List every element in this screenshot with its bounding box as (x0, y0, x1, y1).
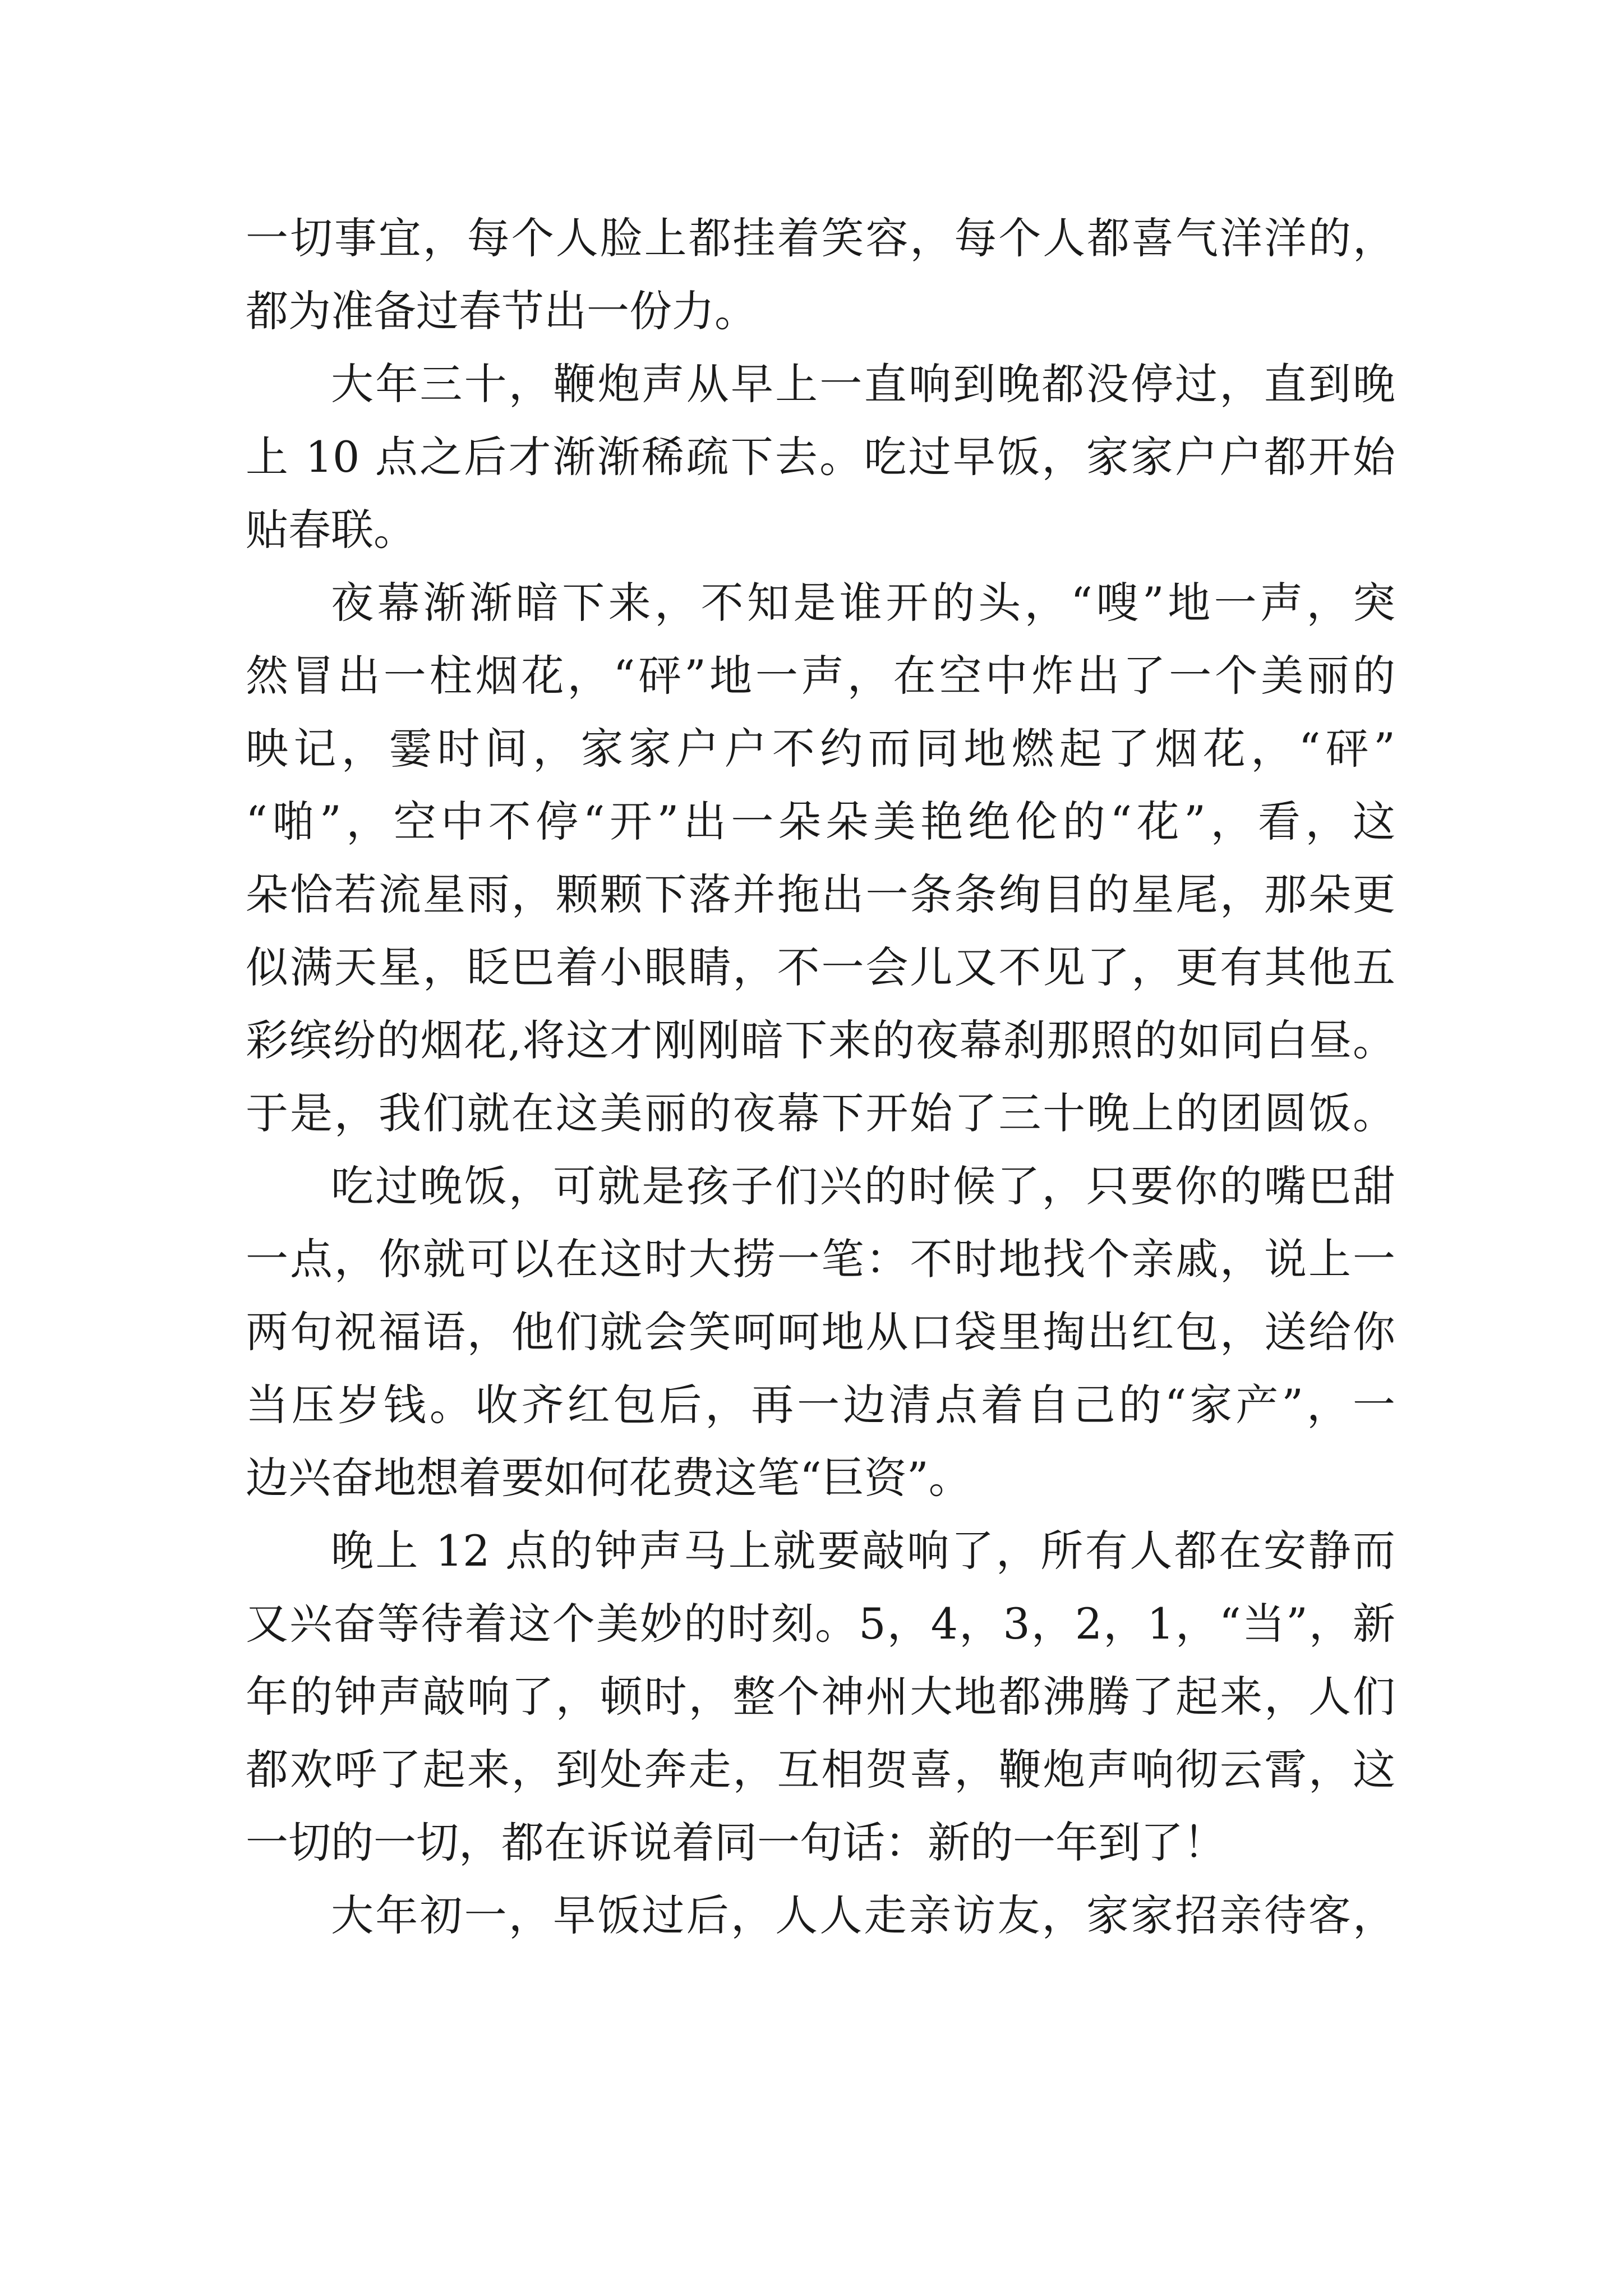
text-line: 一切的一切，都在诉说着同一句话：新的一年到了！ (246, 1818, 1226, 1867)
paragraph (246, 1150, 1395, 1515)
text-line: 两句祝福语，他们就会笑呵呵地从口袋里掏出红包，送给你 (246, 1307, 1395, 1357)
text-line: 贴春联。 (246, 505, 416, 555)
text-line: 彩缤纷的烟花,将这才刚刚暗下来的夜幕刹那照的如同白昼。 (246, 1015, 1395, 1065)
text-line: 一切事宜，每个人脸上都挂着笑容，每个人都喜气洋洋的， (246, 213, 1395, 263)
text-line: 于是，我们就在这美丽的夜幕下开始了三十晚上的团圆饭。 (246, 1088, 1395, 1138)
text-line: 朵恰若流星雨，颗颗下落并拖出一条条绚目的星尾，那朵更 (246, 869, 1395, 919)
text-line: 然冒出一柱烟花，“砰”地一声，在空中炸出了一个美丽的 (246, 651, 1395, 701)
text-line: 大年初一，早饭过后，人人走亲访友，家家招亲待客， (331, 1890, 1395, 1940)
paragraph (246, 202, 1395, 348)
text-line: 大年三十，鞭炮声从早上一直响到晚都没停过，直到晚 (331, 359, 1395, 409)
text-line: 当压岁钱。收齐红包后，再一边清点着自己的“家产”，一 (246, 1380, 1395, 1430)
text-line: 晚上 12 点的钟声马上就要敲响了，所有人都在安静而 (331, 1526, 1395, 1576)
paragraph (246, 567, 1395, 1150)
text-line: 都为准备过春节出一份力。 (246, 286, 757, 336)
text-line: 夜幕渐渐暗下来，不知是谁开的头，“嗖”地一声，突 (331, 578, 1395, 628)
text-line: 上 10 点之后才渐渐稀疏下去。吃过早饭，家家户户都开始 (246, 432, 1395, 482)
text-line: 边兴奋地想着要如何花费这笔“巨资”。 (246, 1453, 971, 1503)
paragraph (246, 1515, 1395, 1879)
text-line: 年的钟声敲响了，顿时，整个神州大地都沸腾了起来，人们 (246, 1672, 1395, 1722)
text-line: 又兴奋等待着这个美妙的时刻。5，4，3，2，1，“当”，新 (246, 1599, 1395, 1649)
text-line: 一点，你就可以在这时大捞一笔：不时地找个亲戚，说上一 (246, 1234, 1395, 1284)
text-line: 映记，霎时间，家家户户不约而同地燃起了烟花，“砰” (246, 724, 1395, 774)
document-body (246, 202, 1395, 1952)
paragraph (246, 1879, 1395, 1952)
text-line: “啪”，空中不停“开”出一朵朵美艳绝伦的“花”，看，这 (246, 797, 1395, 846)
paragraph (246, 348, 1395, 567)
text-line: 都欢呼了起来，到处奔走，互相贺喜，鞭炮声响彻云霄，这 (246, 1745, 1395, 1795)
text-line: 似满天星，眨巴着小眼睛，不一会儿又不见了，更有其他五 (246, 942, 1395, 992)
text-line: 吃过晚饭，可就是孩子们兴的时候了，只要你的嘴巴甜 (331, 1161, 1395, 1211)
